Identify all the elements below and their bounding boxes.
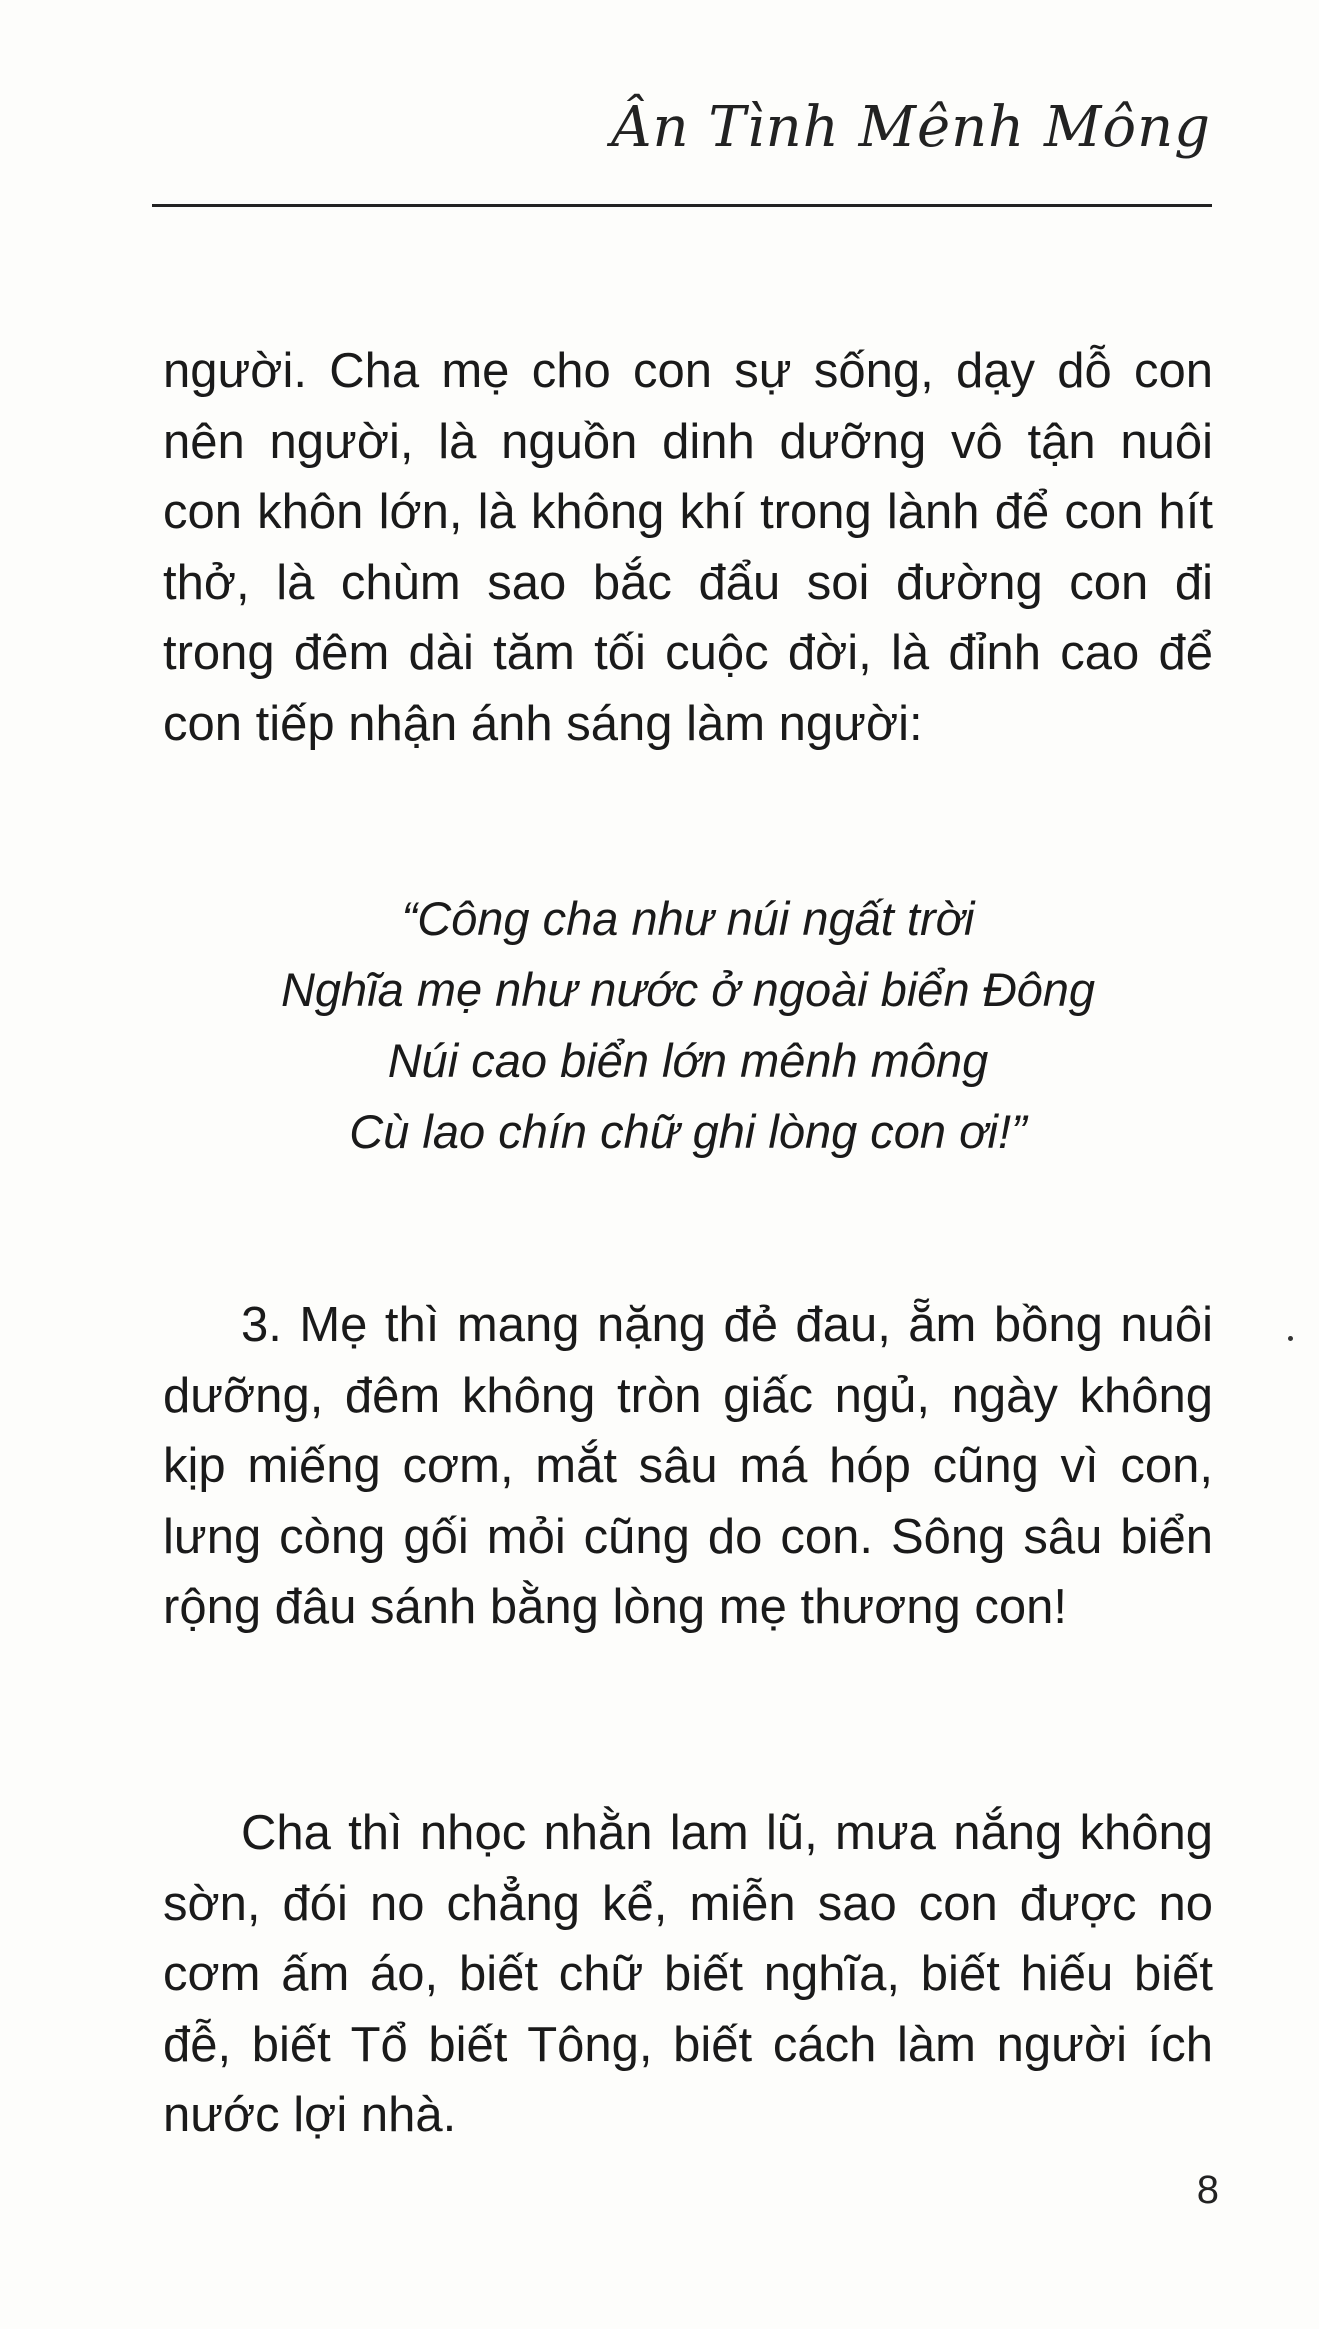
page-number: 8 [1196, 2168, 1219, 2212]
paragraph-2: 3. Mẹ thì mang nặng đẻ đau, ẵm bồng nuôi dưỡng, đêm không tròn giấc ngủ, ngày không kịp miếng cơm, mắt sâu má hóp cũng vì con, lưng còng gối mỏi cũng do con. Sông sâu biển rộng đâu sánh bằng lòng mẹ thương con! [163, 1298, 1213, 1634]
poem-quote [163, 883, 1213, 1167]
running-header-title: Ân Tình Mênh Mông [611, 95, 1211, 160]
paragraph-3: Cha thì nhọc nhằn lam lũ, mưa nắng không sờn, đói no chẳng kể, miễn sao con được no cơm ấm áo, biết chữ biết nghĩa, biết hiếu biết đễ, biết Tổ biết Tông, biết cách làm người ích nước lợi nhà. [163, 1806, 1213, 2142]
poem-line-4: Cù lao chín chữ ghi lòng con ơi!” [349, 1105, 1027, 1158]
paper-speck [1288, 1336, 1293, 1341]
poem-line-2: Nghĩa mẹ như nước ở ngoài biển Đông [280, 963, 1096, 1016]
poem-line-3: Núi cao biển lớn mênh mông [387, 1034, 989, 1087]
header-divider [152, 204, 1212, 207]
poem-line-1: “Công cha như núi ngất trời [401, 892, 975, 945]
paragraph-1: người. Cha mẹ cho con sự sống, dạy dỗ con nên người, là nguồn dinh dưỡng vô tận nuôi con khôn lớn, là không khí trong lành để con hít thở, là chùm sao bắc đẩu soi đường con đi trong đêm dài tăm tối cuộc đời, là đỉnh cao để con tiếp nhận ánh sáng làm người: [163, 344, 1213, 751]
